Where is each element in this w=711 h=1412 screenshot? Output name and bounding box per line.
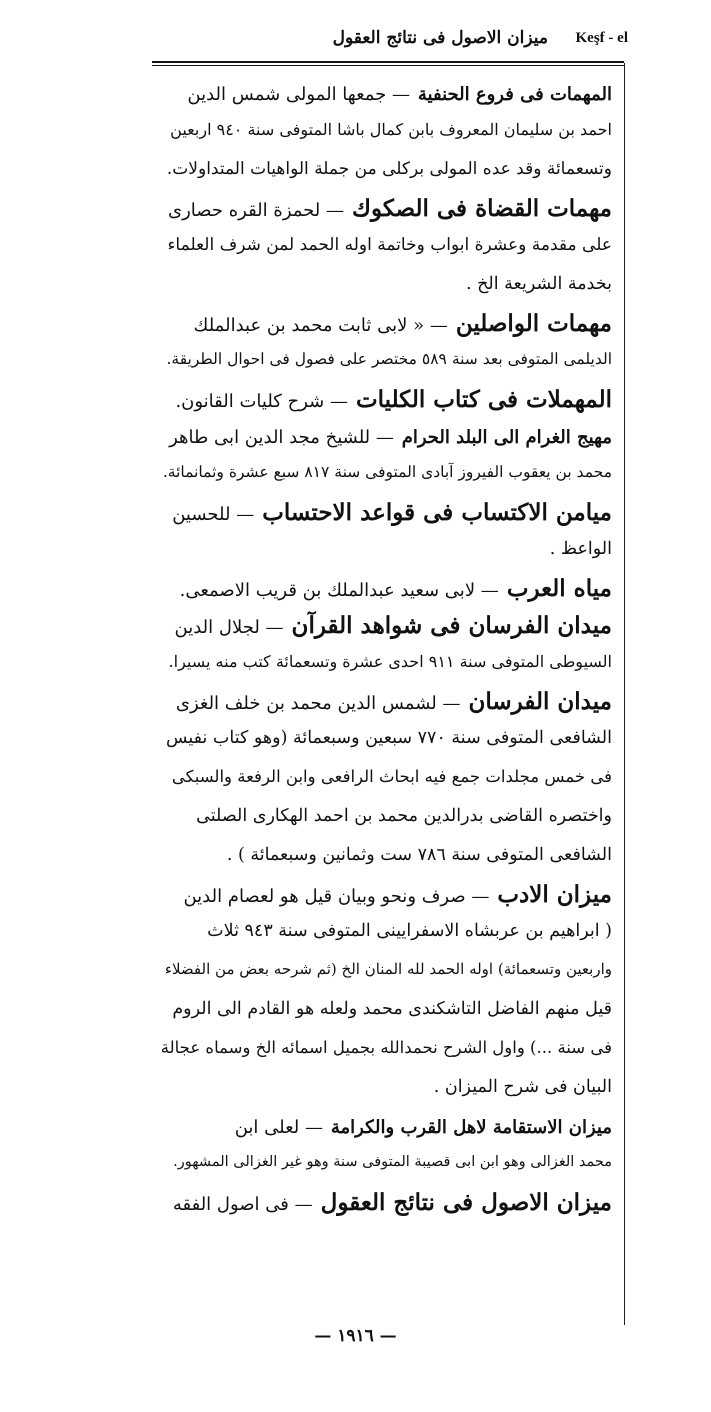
entry-first-line [160, 189, 612, 226]
entry-text-line: ( ابراهيم بن عربشاه الاسفرايينى المتوفى سنة ٩٤٣ ثلاث [207, 921, 612, 941]
entry-text-line: فى سنة ...) واول الشرح نحمدالله بجميل اسمائه الخ وسماه عجالة [160, 1038, 612, 1057]
header-rule-thin [152, 65, 624, 66]
entry-title: ميدان الفرسان فى شواهد القرآن [291, 612, 612, 639]
entry-text-line: محمد بن يعقوب الفيروز آبادى المتوفى سنة ٨١٧ سبع عشرة وثمانمائة. [162, 463, 612, 481]
entry-first-line [160, 74, 612, 111]
dictionary-entry [160, 1107, 612, 1183]
entry-lead: — لجلال الدين [174, 617, 284, 638]
entry-text-line: الشافعى المتوفى سنة ٧٨٦ ست وثمانين وسبعمائة ) . [226, 845, 612, 865]
entry-lead: — لشمس الدين محمد بن خلف الغزى [175, 693, 461, 714]
column-rule [624, 63, 625, 1325]
entry-title: مهيج الغرام الى البلد الحرام [401, 427, 612, 448]
dictionary-entry [160, 493, 612, 569]
entry-text-line: فى خمس مجلدات جمع فيه ابحاث الرافعى وابن الرفعة والسبكى [171, 767, 612, 786]
dictionary-entry [160, 74, 612, 189]
entry-lead: — شرح كليات القانون. [175, 391, 348, 412]
entry-title: ميزان الادب [497, 881, 612, 908]
entry-first-line [160, 417, 612, 454]
entry-title: ميامن الاكتساب فى قواعد الاحتساب [262, 499, 612, 526]
entry-lead: — لابى سعيد عبدالملك بن قريب الاصمعى. [179, 580, 499, 601]
entry-text-line: قيل منهم الفاضل التاشكندى محمد ولعله هو القادم الى الروم [172, 999, 612, 1019]
entry-text-line: احمد بن سليمان المعروف بابن كمال باشا المتوفى سنة ٩٤٠ اربعين [170, 120, 612, 139]
entry-first-line [160, 304, 612, 341]
entry-text-line: الشافعى المتوفى سنة ٧٧٠ سبعين وسبعمائة (وهو كتاب نفيس [166, 728, 612, 748]
dictionary-entry [160, 417, 612, 493]
entry-first-line [160, 1183, 612, 1220]
entry-first-line [160, 569, 612, 606]
entry-text-line: الواعظ . [549, 539, 612, 559]
entry-lead: — للحسين [172, 504, 255, 525]
entry-title: ميزان الاصول فى نتائج العقول [320, 1189, 612, 1216]
entry-title: ميدان الفرسان [468, 688, 612, 715]
entry-lead: — للشيخ مجد الدين ابى طاهر [169, 427, 394, 448]
dictionary-entry [160, 569, 612, 606]
running-code: Keşf - el [575, 30, 628, 46]
entry-text-line: واختصره القاضى بدرالدين محمد بن احمد الهكارى الصلتى [196, 806, 612, 826]
entry-first-line [160, 380, 612, 417]
entry-lead: — فى اصول الفقه [172, 1194, 313, 1215]
entry-lead: — صرف ونحو وبيان قيل هو لعصام الدين [183, 886, 490, 907]
dictionary-entry [160, 1183, 612, 1220]
entry-text-line: بخدمة الشريعة الخ . [465, 274, 612, 294]
page-header [160, 18, 628, 58]
dictionary-entry [160, 606, 612, 682]
entry-text-line: السيوطى المتوفى سنة ٩١١ احدى عشرة وتسعمائة كتب منه يسيرا. [168, 652, 612, 671]
entry-first-line [160, 875, 612, 912]
entry-text-line: وتسعمائة وقد عده المولى بركلى من جملة الواهيات المتداولات. [166, 159, 612, 179]
entry-title: مياه العرب [506, 575, 612, 602]
entry-first-line [160, 1107, 612, 1144]
entry-text-line: على مقدمة وعشرة ابواب وخاتمة اوله الحمد لمن شرف العلماء [167, 235, 612, 255]
entry-title: مهمات الواصلين [455, 310, 612, 337]
entry-text-line: البيان فى شرح الميزان . [433, 1077, 612, 1097]
page-number: — ١٩١٦ — [314, 1326, 397, 1346]
entry-first-line [160, 606, 612, 643]
dictionary-entry [160, 380, 612, 417]
running-title: ميزان الاصول فى نتائج العقول [332, 28, 548, 48]
dictionary-entry [160, 682, 612, 875]
entry-title: المهمات فى فروع الحنفية [417, 84, 612, 105]
entry-lead: — « لابى ثابت محمد بن عبدالملك [193, 315, 448, 336]
entry-title: مهمات القضاة فى الصكوك [352, 195, 612, 222]
entry-text-line: الديلمى المتوفى بعد سنة ٥٨٩ مختصر على فصول فى احوال الطريقة. [166, 350, 612, 368]
entry-first-line [160, 682, 612, 719]
main-text-column [160, 74, 612, 1324]
entry-lead: — لحمزة القره حصارى [167, 200, 344, 221]
entry-text-line: واربعين وتسعمائة) اوله الحمد لله المنان الخ (ثم شرحه بعض من الفضلاء [164, 960, 612, 978]
dictionary-entry [160, 875, 612, 1107]
entry-lead: — لعلى ابن [234, 1117, 323, 1138]
entry-title: ميزان الاستقامة لاهل القرب والكرامة [330, 1117, 612, 1138]
entry-lead: — جمعها المولى شمس الدين [187, 84, 411, 105]
entry-title: المهملات فى كتاب الكليات [355, 386, 612, 413]
entry-first-line [160, 493, 612, 530]
header-rule [152, 61, 624, 63]
dictionary-entry [160, 189, 612, 304]
dictionary-entry [160, 304, 612, 380]
entry-text-line: محمد الغزالى وهو ابن ابى قصيبة المتوفى سنة وهو غير الغزالى المشهور. [173, 1154, 612, 1170]
